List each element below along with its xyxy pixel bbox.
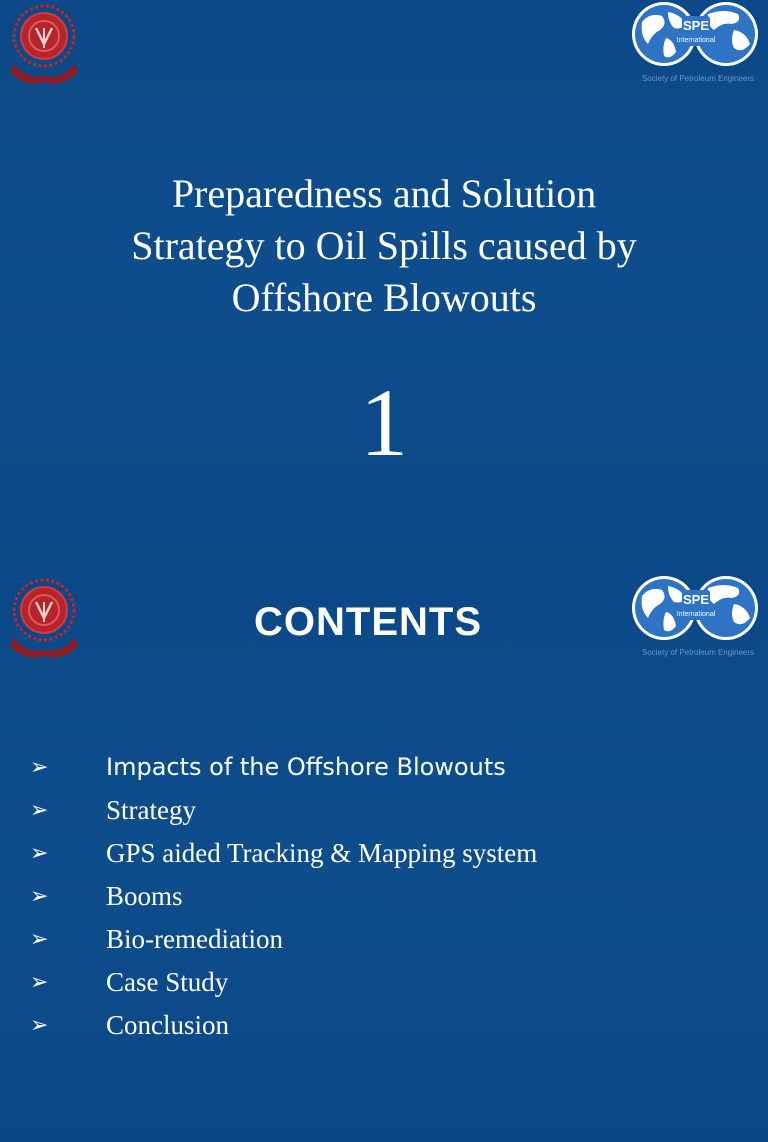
spe-logo-subtext: International <box>676 37 716 44</box>
spe-tagline: Society of Petroleum Engineers <box>641 74 755 83</box>
list-item-label: Bio-remediation <box>106 924 283 954</box>
slide-number: 1 <box>360 369 408 476</box>
institute-seal-icon <box>6 2 82 88</box>
spe-logo-subtext: International <box>676 611 716 618</box>
spe-tagline: Society of Petroleum Engineers <box>641 648 755 657</box>
arrow-bullet-icon: ➢ <box>30 798 49 823</box>
spe-logo <box>628 0 768 90</box>
arrow-bullet-icon: ➢ <box>30 841 49 866</box>
spe-logo-text: SPE <box>682 592 710 607</box>
title-line: Strategy to Oil Spills caused by <box>131 223 637 268</box>
list-item-label: Case Study <box>106 967 229 997</box>
list-item-label: Impacts of the Offshore Blowouts <box>106 753 506 781</box>
title-line: Offshore Blowouts <box>231 275 537 320</box>
title-line: Preparedness and Solution <box>171 171 597 216</box>
list-item-label: Conclusion <box>106 1010 230 1040</box>
arrow-bullet-icon: ➢ <box>30 755 49 780</box>
slide-title <box>40 168 728 324</box>
contents-slide <box>0 566 768 1142</box>
arrow-bullet-icon: ➢ <box>30 970 49 995</box>
list-item-label: Booms <box>106 881 183 911</box>
list-item-label: GPS aided Tracking & Mapping system <box>106 838 538 868</box>
arrow-bullet-icon: ➢ <box>30 884 49 909</box>
spe-globe-logo-icon <box>628 0 768 72</box>
spe-logo-text: SPE <box>682 18 710 33</box>
list-item-label: Strategy <box>106 795 196 825</box>
contents-heading: CONTENTS <box>254 600 482 644</box>
arrow-bullet-icon: ➢ <box>30 927 49 952</box>
arrow-bullet-icon: ➢ <box>30 1013 49 1038</box>
